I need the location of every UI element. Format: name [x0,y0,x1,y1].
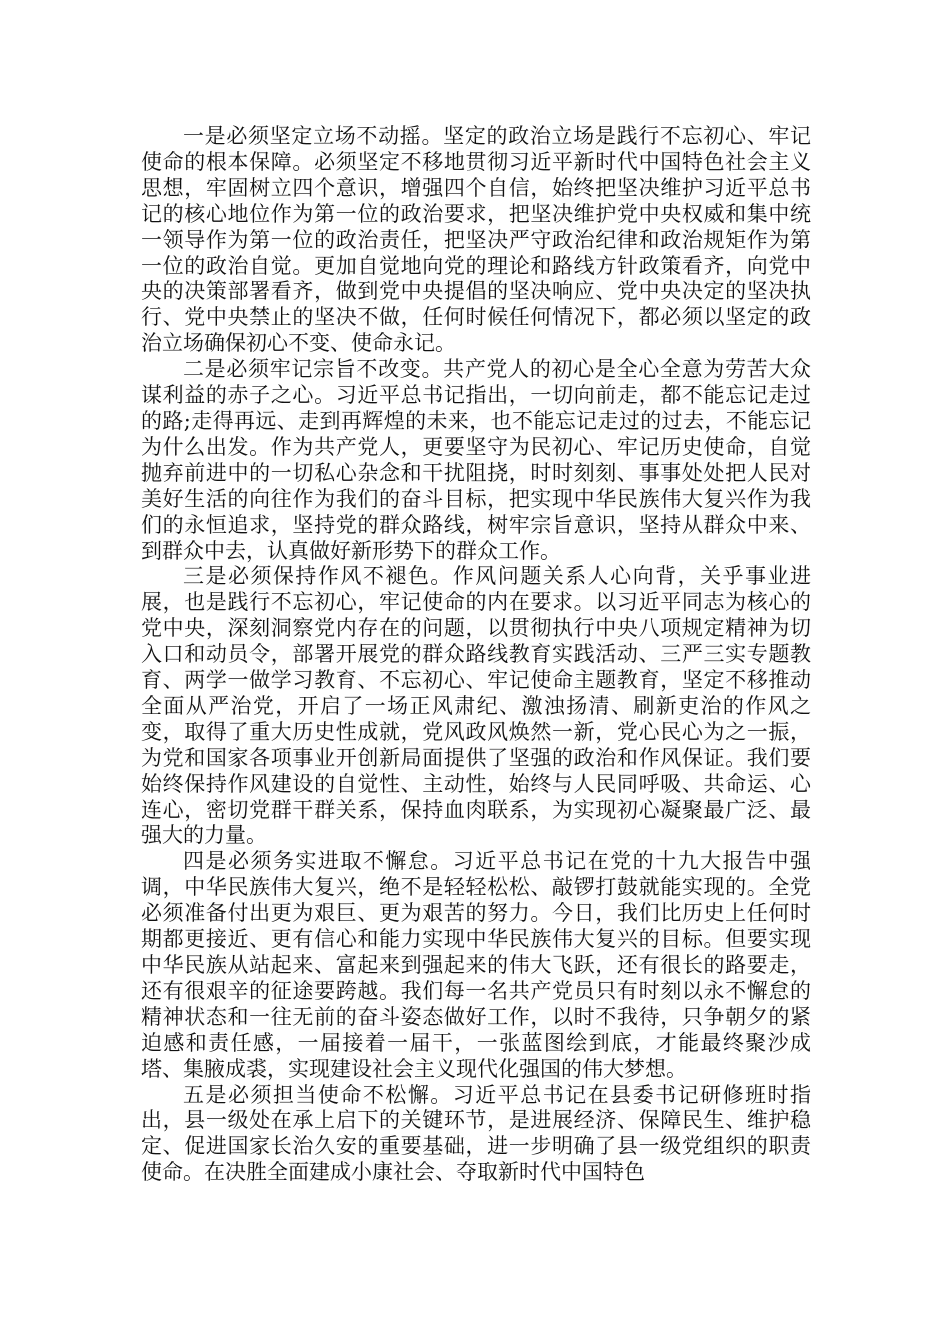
paragraph-2: 二是必须牢记宗旨不改变。共产党人的初心是全心全意为劳苦大众谋利益的赤子之心。习近平总书记指出，一切向前走，都不能忘记走过的路;走得再远、走到再辉煌的未来，也不能忘记走过的过去，不能忘记为什么出发。作为共产党人，更要坚守为民初心、牢记历史使命，自觉抛弃前进中的一切私心杂念和干扰阻挠，时时刻刻、事事处处把人民对美好生活的向往作为我们的奋斗目标，把实现中华民族伟大复兴作为我们的永恒追求，坚持党的群众路线，树牢宗旨意识，坚持从群众中来、到群众中去，认真做好新形势下的群众工作。 [141,357,811,563]
paragraph-4: 四是必须务实进取不懈怠。习近平总书记在党的十九大报告中强调，中华民族伟大复兴，绝不是轻轻松松、敲锣打鼓就能实现的。全党必须准备付出更为艰巨、更为艰苦的努力。今日，我们比历史上任何时期都更接近、更有信心和能力实现中华民族伟大复兴的目标。但要实现中华民族从站起来、富起来到强起来的伟大飞跃，还有很长的路要走，还有很艰辛的征途要跨越。我们每一名共产党员只有时刻以永不懈怠的精神状态和一往无前的奋斗姿态做好工作，以时不我待，只争朝夕的紧迫感和责任感，一届接着一届干，一张蓝图绘到底，才能最终聚沙成塔、集腋成裘，实现建设社会主义现代化强国的伟大梦想。 [141,849,811,1081]
document-body [141,124,811,1186]
paragraph-1: 一是必须坚定立场不动摇。坚定的政治立场是践行不忘初心、牢记使命的根本保障。必须坚定不移地贯彻习近平新时代中国特色社会主义思想，牢固树立四个意识，增强四个自信，始终把坚决维护习近平总书记的核心地位作为第一位的政治要求，把坚决维护党中央权威和集中统一领导作为第一位的政治责任，把坚决严守政治纪律和政治规矩作为第一位的政治自觉。更加自觉地向党的理论和路线方针政策看齐，向党中央的决策部署看齐，做到党中央提倡的坚决响应、党中央决定的坚决执行、党中央禁止的坚决不做，任何时候任何情况下，都必须以坚定的政治立场确保初心不变、使命永记。 [141,124,811,356]
paragraph-3: 三是必须保持作风不褪色。作风问题关系人心向背，关乎事业进展，也是践行不忘初心，牢记使命的内在要求。以习近平同志为核心的党中央，深刻洞察党内存在的问题，以贯彻执行中央八项规定精神为切入口和动员令，部署开展党的群众路线教育实践活动、三严三实专题教育、两学一做学习教育、不忘初心、牢记使命主题教育，坚定不移推动全面从严治党，开启了一场正风肃纪、激浊扬清、刷新吏治的作风之变，取得了重大历史性成就，党风政风焕然一新，党心民心为之一振，为党和国家各项事业开创新局面提供了坚强的政治和作风保证。我们要始终保持作风建设的自觉性、主动性，始终与人民同呼吸、共命运、心连心，密切党群干群关系，保持血肉联系，为实现初心凝聚最广泛、最强大的力量。 [141,564,811,848]
paragraph-5: 五是必须担当使命不松懈。习近平总书记在县委书记研修班时指出，县一级处在承上启下的关键环节，是进展经济、保障民生、维护稳定、促进国家长治久安的重要基础，进一步明确了县一级党组织的职责使命。在决胜全面建成小康社会、夺取新时代中国特色 [141,1082,811,1185]
